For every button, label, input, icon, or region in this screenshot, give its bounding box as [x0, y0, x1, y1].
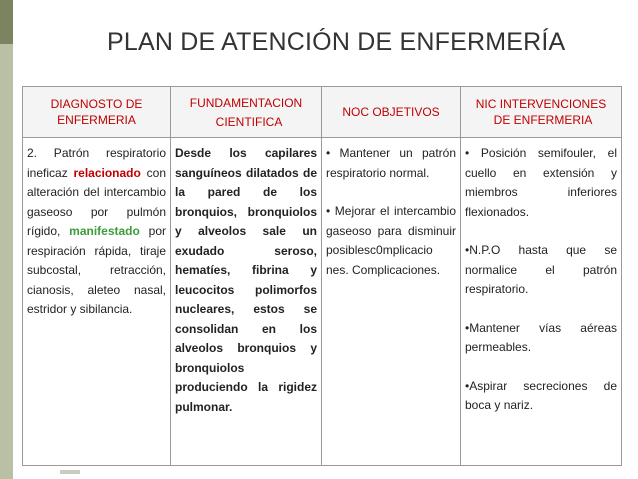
manifestado-label: manifestado — [69, 224, 140, 238]
page-title: PLAN DE ATENCIÓN DE ENFERMERÍA — [107, 28, 566, 56]
left-accent-bar — [0, 0, 13, 479]
header-nic-line2: DE ENFERMERIA — [493, 113, 593, 127]
diagnostico-text — [23, 138, 170, 320]
left-accent-bar-top — [0, 0, 13, 44]
noc-item-1: • Mantener un patrón respiratorio normal. — [326, 146, 456, 180]
footer-decoration — [60, 470, 80, 474]
nic-item-3: •Mantener vías aéreas permeables. — [465, 320, 617, 354]
relacionado-label: relacionado — [73, 165, 141, 180]
table-header-row — [23, 87, 622, 138]
header-diagnostico-line2: ENFERMERIA — [57, 113, 136, 127]
cell-nic — [461, 138, 622, 466]
diagnostico-part1: 2. Patrón respiratorio ineficaz — [27, 146, 166, 180]
header-fundamentacion — [171, 87, 322, 138]
header-noc — [322, 87, 461, 138]
care-plan-table — [22, 86, 622, 466]
noc-list — [322, 138, 460, 280]
header-diagnostico — [23, 87, 171, 138]
cell-noc — [322, 138, 461, 466]
header-noc-label: NOC OBJETIVOS — [342, 105, 440, 119]
noc-item-2: • Mejorar el intercambio gaseoso para disminuir posiblesc0mplicacio nes. Complicaciones. — [326, 204, 456, 277]
nic-list — [461, 138, 621, 416]
fundamentacion-text: Desde los capilares sanguíneos dilatados de la pared de los bronquios, bronquiolos y alveolos sale un exudado seroso, hematíes, fibrina y leucocitos polimorfos nucleares, estos se consolidan en los alveolos bronquios y bronquiolos produciendo la rigidez pulmonar. — [175, 146, 317, 414]
nic-item-1: • Posición semifouler, el cuello en extensión y miembros inferiores flexionados. — [465, 146, 617, 219]
table-row — [23, 138, 622, 466]
diagnostico-part3: por respiración rápida, tiraje subcostal, retracción, cianosis, aleteo nasal, estridor y sibilancia. — [27, 224, 166, 316]
nic-item-2: •N.P.O hasta que se normalice el patrón respiratorio. — [465, 243, 617, 296]
header-diagnostico-line1: DIAGNOSTO DE — [50, 97, 143, 111]
header-fundamentacion-line2: CIENTIFICA — [215, 114, 283, 129]
diagnostico-part2: con alteración del intercambio gaseoso por pulmón rígido, — [27, 165, 166, 238]
nic-item-4: •Aspirar secreciones de boca y nariz. — [465, 378, 617, 412]
cell-diagnostico — [23, 138, 171, 466]
header-fundamentacion-line1: FUNDAMENTACION — [189, 95, 303, 110]
cell-fundamentacion — [171, 138, 322, 466]
header-nic — [461, 87, 622, 138]
header-nic-line1: NIC INTERVENCIONES — [475, 97, 607, 111]
